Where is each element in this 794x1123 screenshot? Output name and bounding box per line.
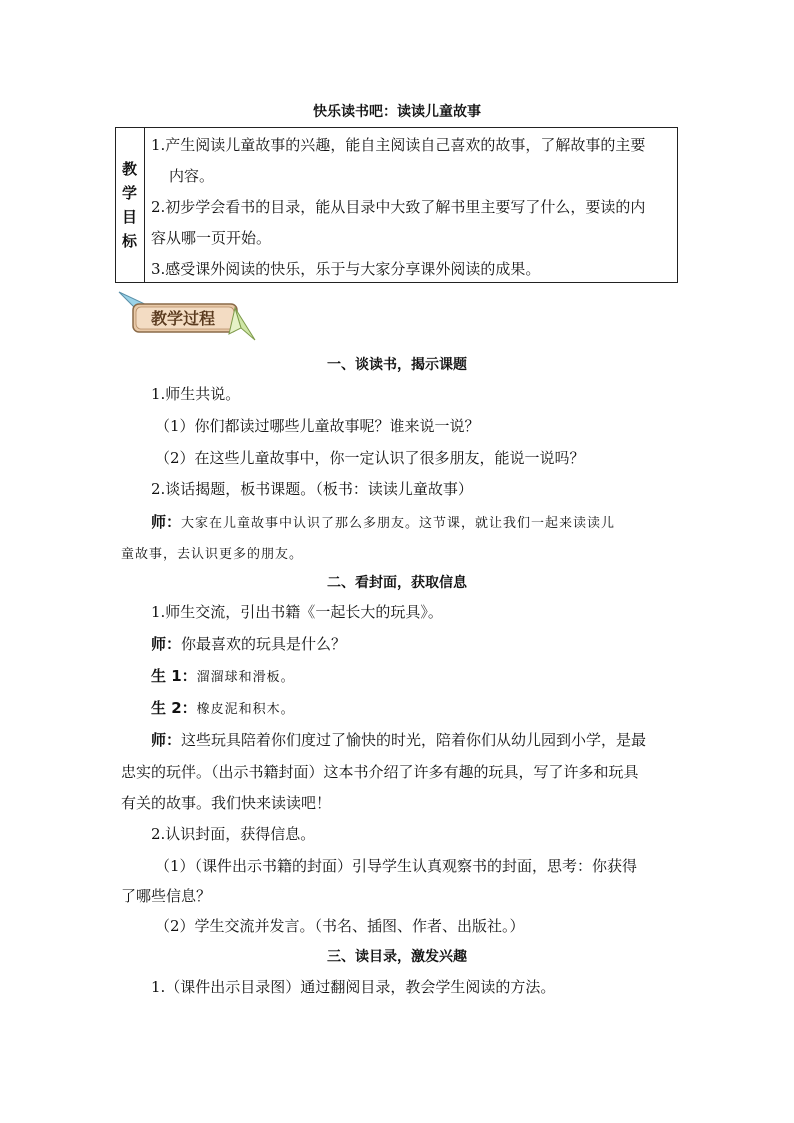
speaker-label: 生 2： — [151, 699, 197, 717]
goals-label-char: 标 — [122, 232, 138, 250]
paragraph — [151, 665, 295, 686]
goals-label-char: 教 — [122, 160, 138, 178]
dialogue-text: 你最喜欢的玩具是什么？ — [181, 635, 347, 653]
paragraph: （1）（课件出示书籍的封面）引导学生认真观察书的封面，思考：你获得 — [155, 857, 638, 875]
teaching-goals-table — [115, 127, 678, 283]
speaker-label: 师： — [151, 635, 182, 653]
section-title: 三、读目录，激发兴趣 — [327, 949, 467, 965]
paragraph — [151, 697, 295, 718]
paragraph: （1）你们都读过哪些儿童故事呢？谁来说一说？ — [155, 417, 480, 435]
paper-plane-icon — [117, 288, 257, 344]
dialogue-text: 溜溜球和滑板。 — [196, 670, 295, 685]
dialogue-text: 这些玩具陪着你们度过了愉快的时光，陪着你们从幼儿园到小学，是最 — [181, 731, 647, 749]
paragraph — [151, 729, 646, 750]
goals-label-cell — [116, 128, 145, 282]
speaker-label: 师： — [151, 731, 182, 749]
goal-text: 2.初步学会看书的目录，能从目录中大致了解书里主要写了什么，要读的内 — [151, 198, 646, 216]
paragraph: 1.（课件出示目录图）通过翻阅目录，教会学生阅读的方法。 — [151, 978, 556, 996]
paragraph: 2.谈话揭题，板书课题。（板书：读读儿童故事） — [151, 480, 473, 498]
dialogue-text: 大家在儿童故事中认识了那么多朋友。这节课，就让我们一起来读读儿 — [181, 516, 616, 531]
goal-text: 1.产生阅读儿童故事的兴趣，能自主阅读自己喜欢的故事，了解故事的主要 — [151, 136, 646, 154]
dialogue-text: 橡皮泥和积木。 — [196, 702, 295, 717]
paragraph: 了哪些信息？ — [121, 887, 212, 905]
paragraph: 1.师生共说。 — [151, 385, 241, 403]
paragraph: 忠实的玩伴。（出示书籍封面）这本书介绍了许多有趣的玩具，写了许多和玩具 — [121, 763, 639, 781]
goal-text: 内容。 — [169, 167, 215, 185]
goals-label-char: 学 — [122, 184, 138, 202]
speaker-label: 师： — [151, 513, 182, 531]
goal-item — [151, 192, 671, 254]
paragraph: 有关的故事。我们快来读读吧！ — [121, 794, 332, 812]
goals-label-char: 目 — [122, 208, 138, 226]
paragraph: 1.师生交流，引出书籍《一起长大的玩具》。 — [151, 603, 443, 621]
paragraph: （2）学生交流并发言。（书名、插图、作者、出版社。） — [155, 917, 525, 935]
teaching-process-badge — [117, 288, 257, 344]
paragraph: 2.认识封面，获得信息。 — [151, 825, 316, 843]
speaker-label: 生 1： — [151, 667, 197, 685]
paragraph: 童故事，去认识更多的朋友。 — [121, 547, 304, 562]
goal-item — [151, 254, 671, 285]
goal-text: 容从哪一页开始。 — [151, 229, 272, 247]
paragraph — [151, 633, 346, 654]
goal-item — [151, 130, 671, 192]
section-title: 二、看封面，获取信息 — [327, 575, 467, 591]
page-title: 快乐读书吧：读读儿童故事 — [313, 104, 481, 120]
paragraph: （2）在这些儿童故事中，你一定认识了很多朋友，能说一说吗？ — [155, 449, 585, 467]
section-title: 一、谈读书，揭示课题 — [327, 357, 467, 373]
process-badge-label: 教学过程 — [150, 309, 216, 328]
goal-text: 3.感受课外阅读的快乐，乐于与大家分享课外阅读的成果。 — [151, 260, 541, 278]
paragraph — [151, 511, 615, 532]
